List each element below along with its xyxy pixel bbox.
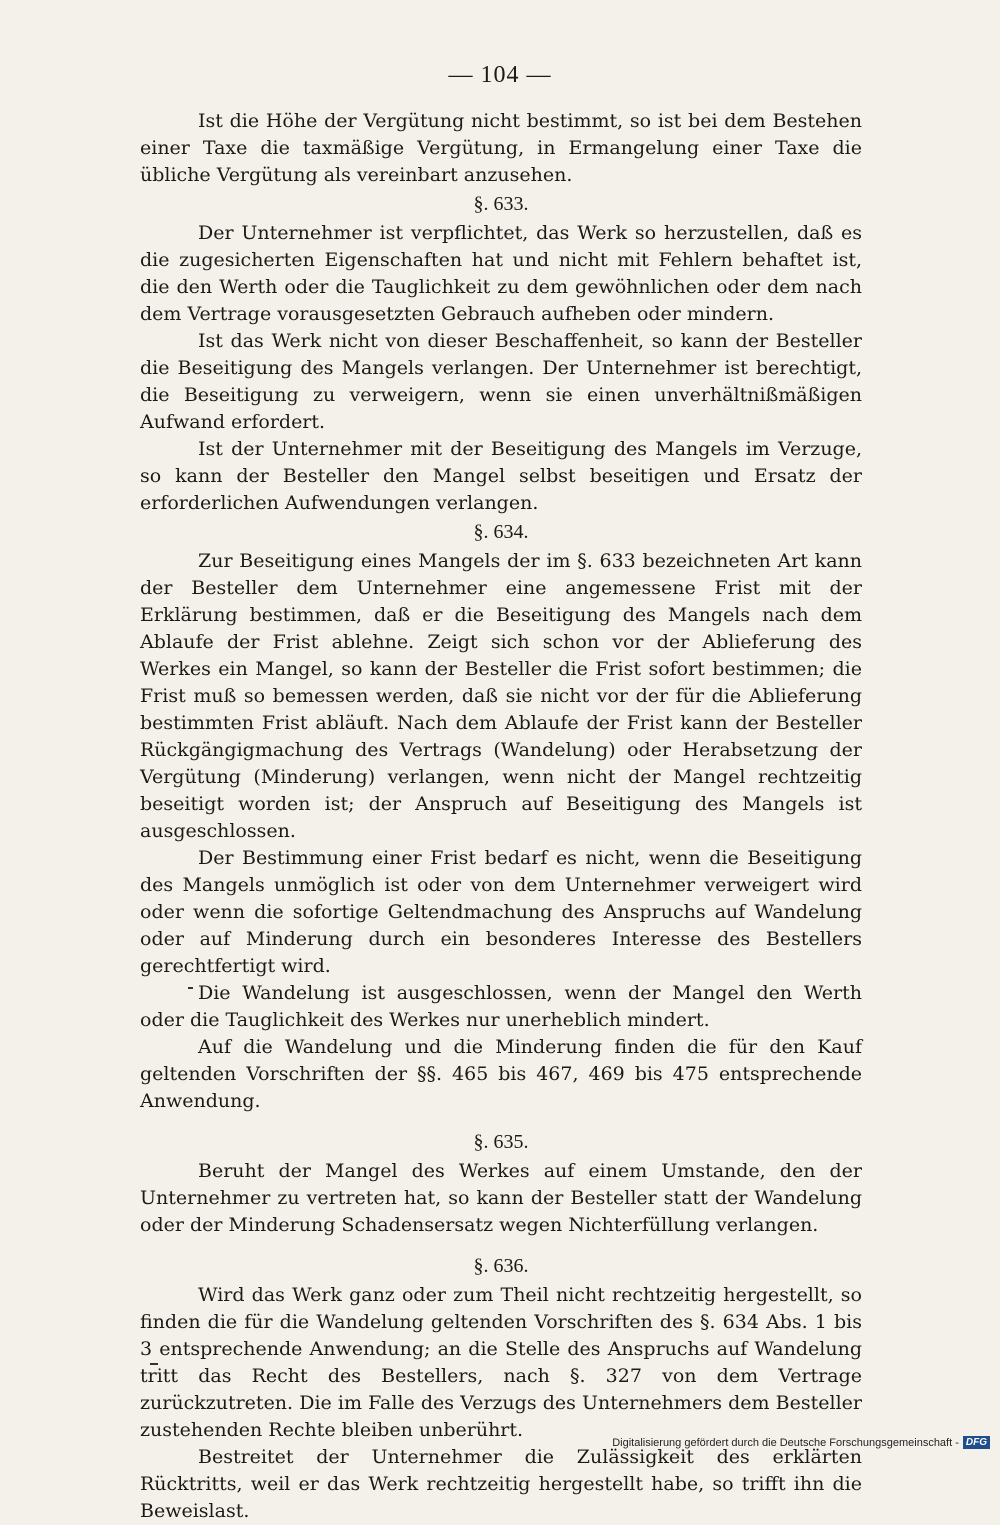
print-dash — [150, 1363, 158, 1365]
section-heading-634: §. 634. — [473, 521, 529, 543]
digitization-footer — [612, 1436, 990, 1449]
paragraph-633-1: Der Unternehmer ist verpflichtet, das Werk so herzustellen, daß es die zugesicherten Eigenschaften hat und nicht mit Fehlern behaftet ist, die den Werth oder die Tauglichkeit zu dem gewöhnlichen oder dem nach dem Vertrage vorausgesetzten Gebrauch aufheben oder mindern. — [140, 222, 862, 325]
section-heading-633: §. 633. — [473, 193, 529, 215]
paragraph-634-1: Zur Beseitigung eines Mangels der im §. 633 bezeichneten Art kann der Besteller dem Unternehmer eine angemessene Frist mit der Erklärung bestimmen, daß er die Beseitigung des Mangels nach dem Ablaufe der Frist ablehne. Zeigt sich schon vor der Ablieferung des Werkes ein Mangel, so kann der Besteller die Frist sofort bestimmen; die Frist muß so bemessen werden, daß sie nicht vor der für die Ablieferung bestimmten Frist abläuft. Nach dem Ablaufe der Frist kann der Besteller Rückgängigmachung des Vertrags (Wandelung) oder Herabsetzung der Vergütung (Minderung) verlangen, wenn nicht der Mangel rechtzeitig beseitigt worden ist; der Anspruch auf Beseitigung des Mangels ist ausgeschlossen. — [140, 550, 862, 842]
print-speck — [188, 987, 193, 989]
paragraph-634-2: Der Bestimmung einer Frist bedarf es nicht, wenn die Beseitigung des Mangels unmöglich ist oder von dem Unternehmer verweigert wird oder wenn die sofortige Geltendmachung des Anspruchs auf Wandelung oder auf Minderung durch ein besonderes Interesse des Bestellers gerechtfertigt wird. — [140, 847, 862, 977]
paragraph-635-1: Beruht der Mangel des Werkes auf einem Umstande, den der Unternehmer zu vertreten hat, so kann der Besteller statt der Wandelung oder der Minderung Schadensersatz wegen Nichterfüllung verlangen. — [140, 1160, 862, 1236]
paragraph-636-1: Wird das Werk ganz oder zum Theil nicht rechtzeitig hergestellt, so finden die für die Wandelung geltenden Vorschriften des §. 634 Abs. 1 bis 3 entsprechende Anwendung; an die Stelle des Anspruchs auf Wandelung tritt das Recht des Bestellers, nach §. 327 von dem Vertrage zurückzutreten. Die im Falle des Verzugs des Unternehmers dem Besteller zustehenden Rechte bleiben unberührt. — [140, 1284, 862, 1441]
footer-text: Digitalisierung gefördert durch die Deutsche Forschungsgemeinschaft - — [612, 1436, 959, 1449]
intro-paragraph: Ist die Höhe der Vergütung nicht bestimmt, so ist bei dem Bestehen einer Taxe die taxmäßige Vergütung, in Ermangelung einer Taxe die übliche Vergütung als vereinbart anzusehen. — [140, 110, 862, 186]
paragraph-634-4: Auf die Wandelung und die Minderung finden die für den Kauf geltenden Vorschriften der §§. 465 bis 467, 469 bis 475 entsprechende Anwendung. — [140, 1036, 862, 1112]
paragraph-633-2: Ist das Werk nicht von dieser Beschaffenheit, so kann der Besteller die Beseitigung des Mangels verlangen. Der Unternehmer ist berechtigt, die Beseitigung zu verweigern, wenn sie einen unverhältnißmäßigen Aufwand erfordert. — [140, 330, 862, 433]
paragraph-636-2: Bestreitet der Unternehmer die Zulässigkeit des erklärten Rücktritts, weil er das Werk rechtzeitig hergestellt habe, so trifft ihn die Beweislast. — [140, 1446, 862, 1522]
section-heading-635: §. 635. — [473, 1131, 529, 1153]
page-number: — 104 — — [448, 62, 552, 88]
law-text — [140, 108, 862, 1525]
dfg-logo-icon: DFG — [963, 1436, 990, 1449]
paragraph-634-3: Die Wandelung ist ausgeschlossen, wenn der Mangel den Werth oder die Tauglichkeit des Werkes nur unerheblich mindert. — [140, 982, 862, 1031]
paragraph-633-3: Ist der Unternehmer mit der Beseitigung des Mangels im Verzuge, so kann der Besteller den Mangel selbst beseitigen und Ersatz der erforderlichen Aufwendungen verlangen. — [140, 438, 862, 514]
section-heading-636: §. 636. — [473, 1255, 529, 1277]
